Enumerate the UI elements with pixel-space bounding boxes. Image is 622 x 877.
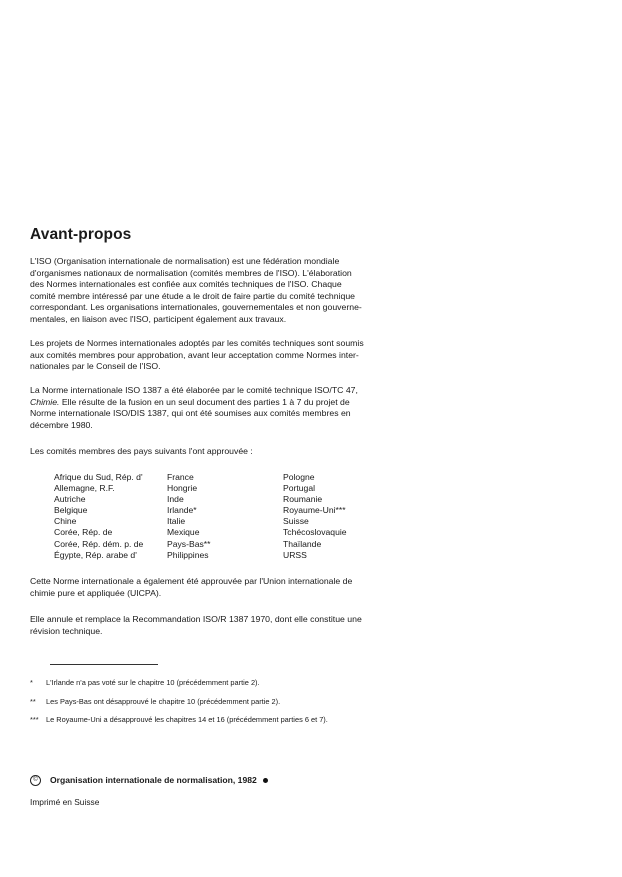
list-item: Autriche [54,494,86,505]
list-item: Corée, Rép. de [54,527,113,538]
paragraph-iso-1387: La Norme internationale ISO 1387 a été élaborée par le comité technique ISO/TC 47, Chimie. Elle résulte de la fusion en un seul document des parties 1 à 7 du projet de Norme internationale ISO/DIS 1387, qui ont été soumises aux comités membres en décembre 1980. [30,385,358,430]
paragraph-approval-process: Les projets de Normes internationales adoptés par les comités techniques sont soumis aux comités membres pour approbation, avant leur acceptation comme Normes inter- nationales par le Conseil de l'ISO. [30,338,364,372]
list-item: Corée, Rép. dém. p. de [54,538,144,549]
country-column-3 [283,472,347,561]
list-item: URSS [283,549,307,560]
country-column-1 [54,472,143,561]
list-item: France [167,472,194,482]
list-item: Roumanie [283,494,323,505]
printed-in: Imprimé en Suisse [30,797,100,807]
footnote: *** Le Royaume-Uni a désapprouvé les chapitres 14 et 16 (précédemment parties 6 et 7). [30,715,328,724]
footnote: ** Les Pays-Bas ont désapprouvé le chapitre 10 (précédemment partie 2). [30,697,281,706]
list-item: Hongrie [167,483,198,494]
paragraph-iupac: Cette Norme internationale a également été approuvée par l'Union internationale de chimie pure et appliquée (UICPA). [30,576,353,598]
list-item: Inde [167,494,184,505]
list-item: Afrique du Sud, Rép. d' [54,472,143,482]
footnote-divider [50,664,158,665]
list-item: Belgique [54,505,88,516]
list-item: Égypte, Rép. arabe d' [54,549,137,560]
list-item: Pays-Bas** [167,538,211,549]
list-item: Irlande* [167,505,197,516]
list-item: Royaume-Uni*** [283,505,346,516]
list-item: Allemagne, R.F. [54,483,115,494]
paragraph-iso-intro: L'ISO (Organisation internationale de normalisation) est une fédération mondiale d'organismes nationaux de normalisation (comités membres de l'ISO). L'élaboration des Normes internationales est confiée aux comités techniques de l'ISO. Chaque comité membre intéressé par une étude a le droit de faire partie du comité technique correspondant. Les organisations internationales, gouvernementales et non gouverne- mentales, en liaison avec l'ISO, participent également aux travaux. [30,256,362,324]
page-title: Avant-propos [30,226,132,243]
list-item: Philippines [167,549,209,560]
paragraph-replaces: Elle annule et remplace la Recommandation ISO/R 1387 1970, dont elle constitue une révision technique. [30,614,362,636]
list-item: Portugal [283,483,316,494]
copyright-icon: © [30,775,41,786]
copyright-line: © Organisation internationale de normalisation, 1982 [30,775,268,786]
list-item: Pologne [283,472,315,482]
country-column-2 [167,472,210,561]
paragraph-approving-members: Les comités membres des pays suivants l'ont approuvée : [30,446,253,456]
list-item: Suisse [283,516,309,527]
list-item: Tchécoslovaquie [283,527,347,538]
list-item: Thaïlande [283,538,322,549]
footnote: * L'Irlande n'a pas voté sur le chapitre 10 (précédemment partie 2). [30,678,260,687]
bullet-icon [263,778,268,783]
list-item: Mexique [167,527,200,538]
list-item: Italie [167,516,186,527]
list-item: Chine [54,516,77,527]
